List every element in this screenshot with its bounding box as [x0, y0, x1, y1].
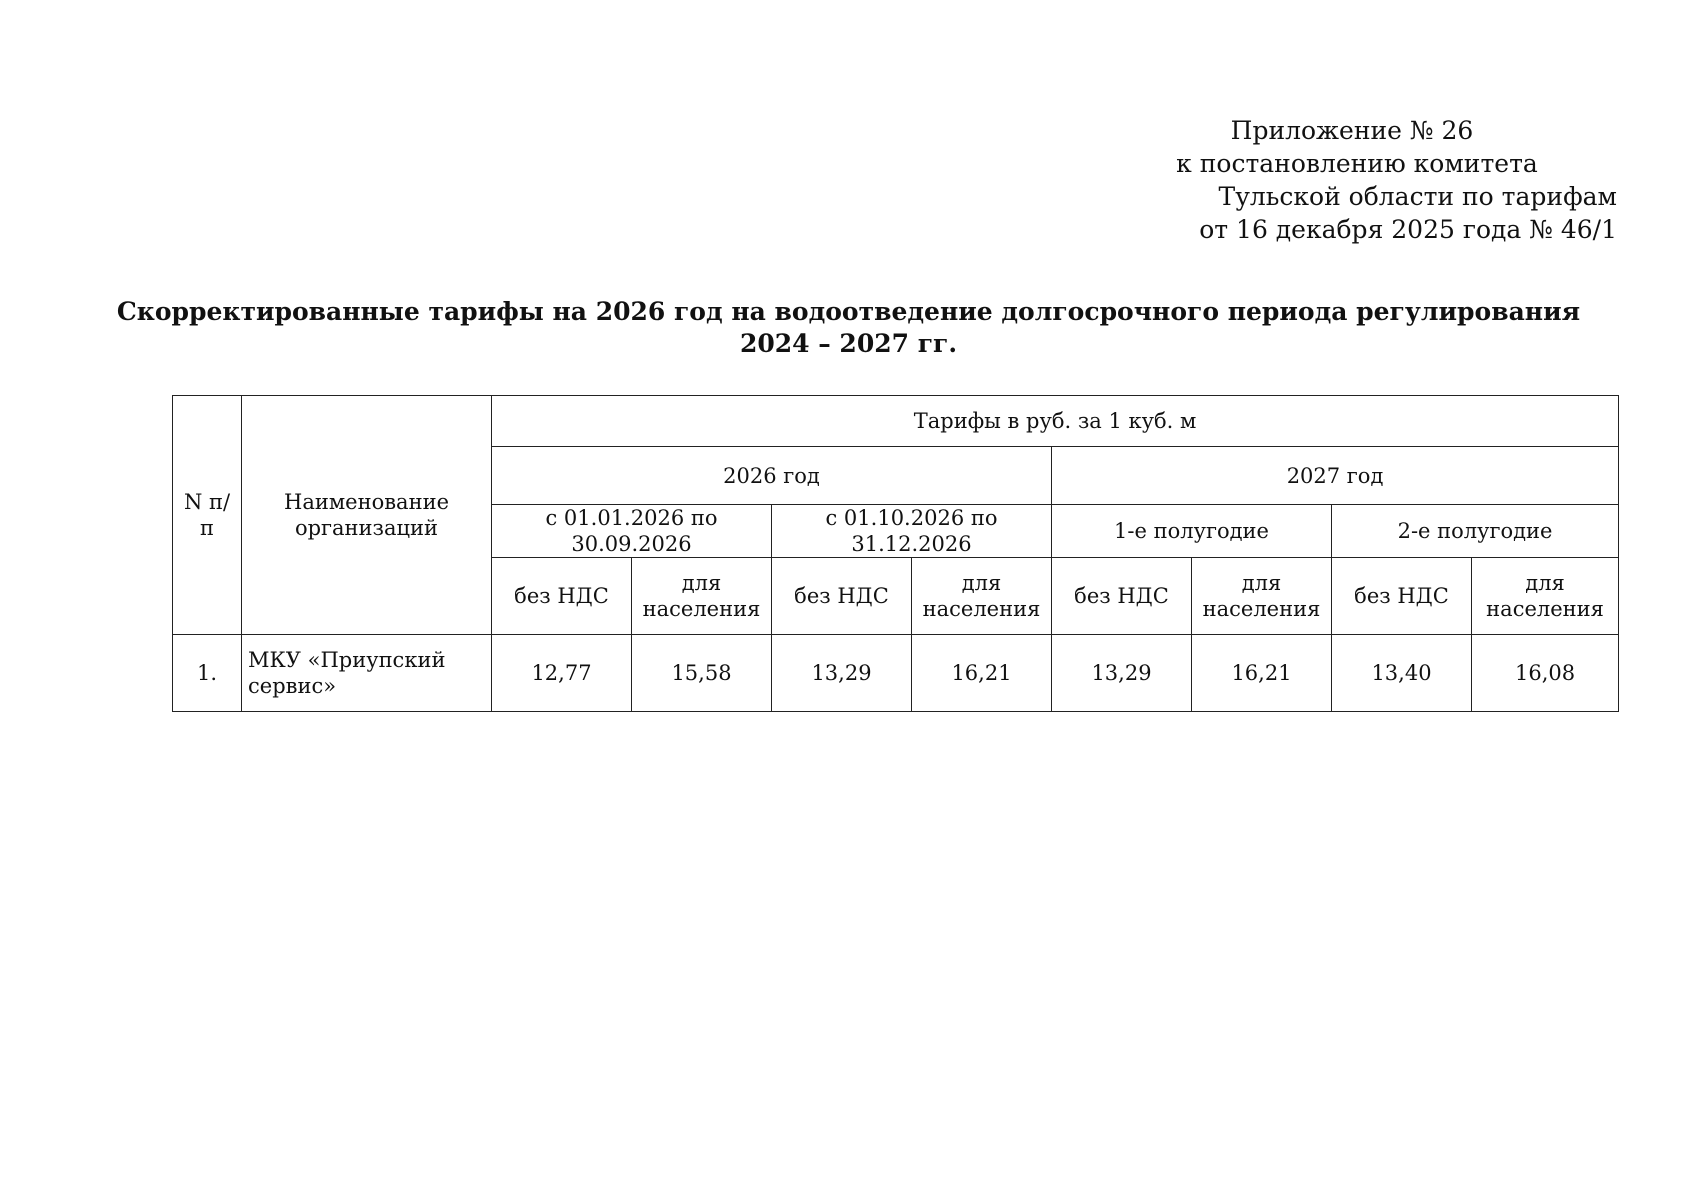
header-number: N п/п: [173, 396, 242, 635]
header-period-1: с 01.01.2026 по 30.09.2026: [492, 505, 772, 558]
row-org-name: МКУ «Приупский сервис»: [242, 635, 492, 712]
header-period-4: 2-е полугодие: [1332, 505, 1619, 558]
row-value: 12,77: [492, 635, 632, 712]
tariff-table: [172, 395, 1619, 712]
document-title: [0, 296, 1697, 360]
subheader-population: для населения: [912, 558, 1052, 635]
subheader-no-vat: без НДС: [772, 558, 912, 635]
row-value: 13,29: [772, 635, 912, 712]
subheader-no-vat: без НДС: [1332, 558, 1472, 635]
title-line-2: 2024 – 2027 гг.: [739, 329, 958, 358]
title-line-1: Скорректированные тарифы на 2026 год на водоотведение долгосрочного периода регулирования: [116, 297, 1581, 326]
appendix-block: [1097, 114, 1617, 246]
table-row: [173, 635, 1619, 712]
row-value: 13,40: [1332, 635, 1472, 712]
subheader-no-vat: без НДС: [1052, 558, 1192, 635]
header-period-3: 1-е полугодие: [1052, 505, 1332, 558]
row-number: 1.: [173, 635, 242, 712]
row-value: 13,29: [1052, 635, 1192, 712]
header-period-2: с 01.10.2026 по 31.12.2026: [772, 505, 1052, 558]
appendix-reference: к постановлению комитета: [1176, 149, 1538, 178]
subheader-no-vat: без НДС: [492, 558, 632, 635]
subheader-population: для населения: [1192, 558, 1332, 635]
row-value: 16,08: [1472, 635, 1619, 712]
header-year-2026: 2026 год: [492, 447, 1052, 505]
header-row-1: [173, 396, 1619, 447]
header-org-name: Наименование организаций: [242, 396, 492, 635]
appendix-number: Приложение № 26: [1230, 116, 1474, 145]
subheader-population: для населения: [1472, 558, 1619, 635]
row-value: 16,21: [912, 635, 1052, 712]
appendix-date: от 16 декабря 2025 года № 46/1: [1199, 215, 1617, 244]
subheader-population: для населения: [632, 558, 772, 635]
row-value: 15,58: [632, 635, 772, 712]
header-year-2027: 2027 год: [1052, 447, 1619, 505]
appendix-committee: Тульской области по тарифам: [1218, 182, 1617, 211]
row-value: 16,21: [1192, 635, 1332, 712]
header-tariffs: Тарифы в руб. за 1 куб. м: [492, 396, 1619, 447]
